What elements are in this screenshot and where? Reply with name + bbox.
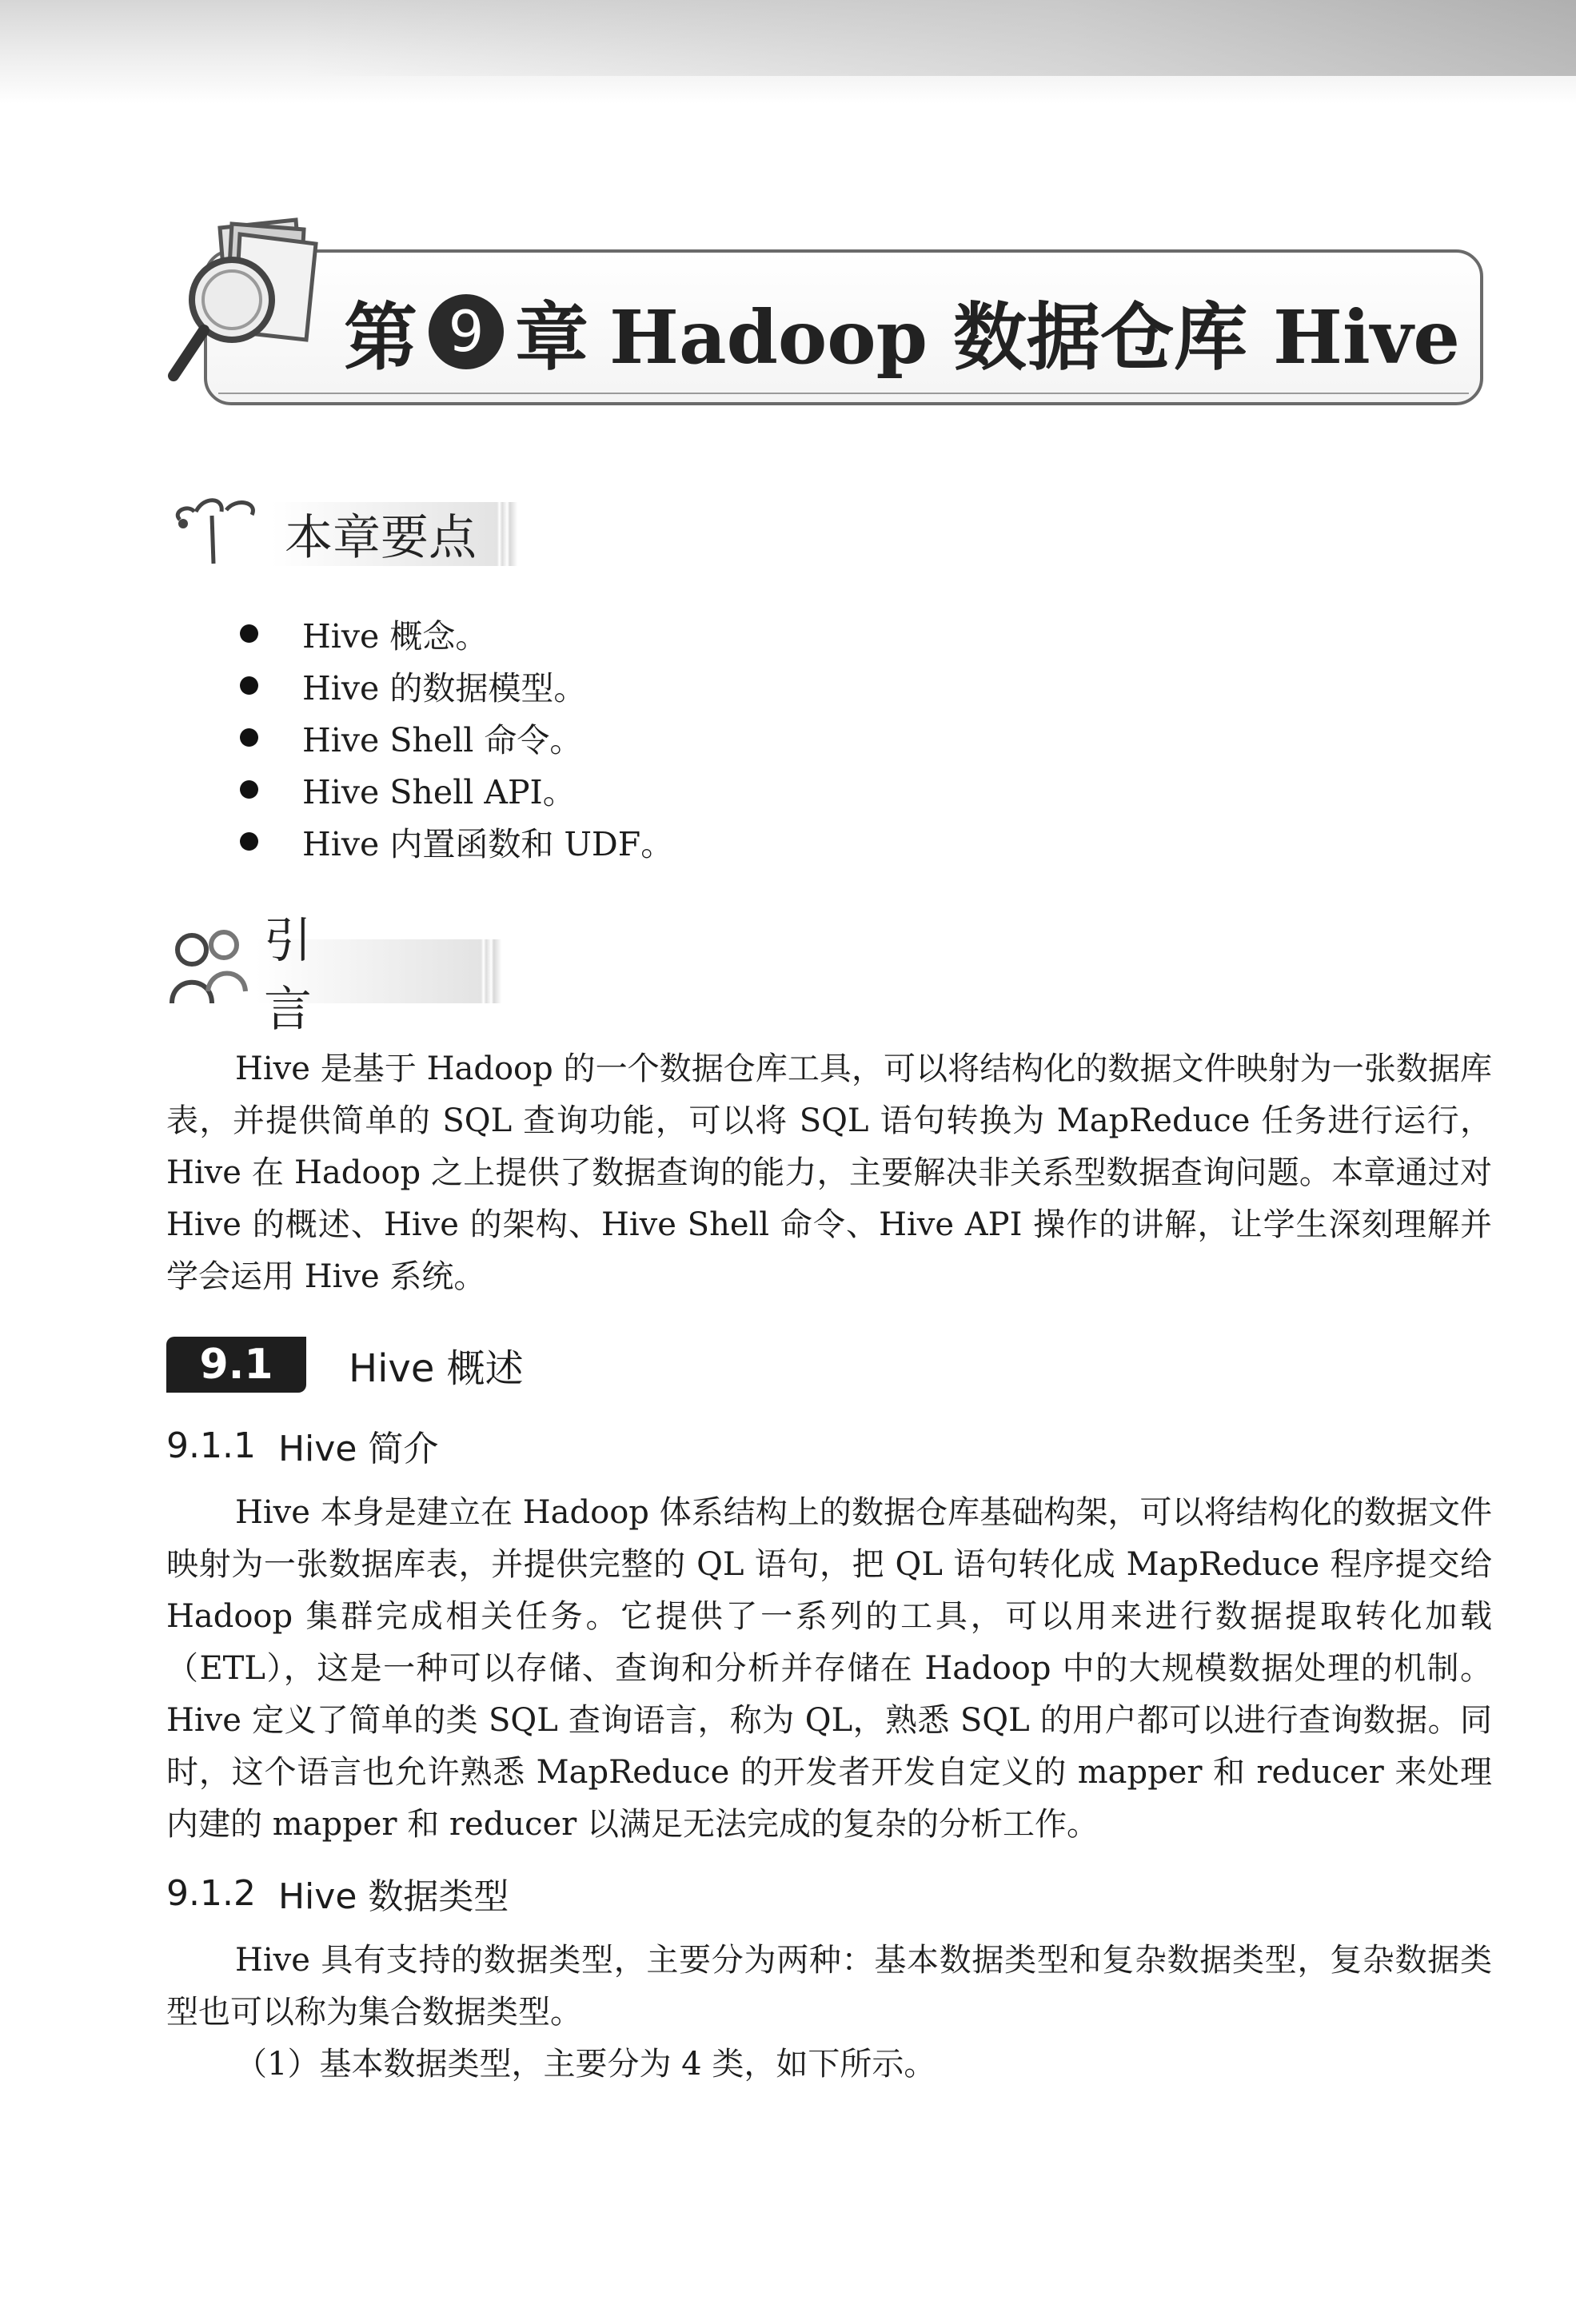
list-item-text: Hive Shell API。 — [302, 773, 576, 811]
chapter-title — [344, 276, 1460, 388]
list-item-text: Hive Shell 命令。 — [302, 721, 583, 759]
bullet-dot — [240, 676, 258, 695]
section-number-badge: 9.1 — [166, 1337, 306, 1393]
chapter-suffix: 章 — [515, 294, 589, 381]
subsection-number: 9.1.2 — [166, 1872, 256, 1914]
bullet-dot — [240, 728, 258, 747]
page-top-shading — [0, 0, 1576, 104]
magnifier-icon — [164, 212, 340, 392]
leaves-icon — [164, 488, 272, 568]
subsection-heading — [166, 1867, 509, 1919]
list-item-text: Hive 的数据模型。 — [302, 669, 587, 708]
list-item-text: Hive 概念。 — [302, 617, 489, 656]
data-types-item-1: （1）基本数据类型，主要分为 4 类，如下所示。 — [235, 2046, 936, 2083]
subsection-title: Hive 简介 — [277, 1429, 439, 1469]
key-points-heading-text: 本章要点 — [285, 510, 477, 566]
banner-underline — [218, 393, 1469, 394]
data-types-paragraph: Hive 具有支持的数据类型，主要分为两种：基本数据类型和复杂数据类型，复杂数据类型也可以称为集合数据类型。 — [166, 1942, 1492, 2031]
hive-intro-paragraph: Hive 本身是建立在 Hadoop 体系结构上的数据仓库基础构架，可以将结构化的数据文件映射为一张数据库表，并提供完整的 QL 语句，把 QL 语句转化成 MapReduce 程序提交给 Hadoop 集群完成相关任务。它提供了一系列的工具，可以用来进行数据提取转化加载（ETL），这是一种可以存储、查询和分析并存储在 Hadoop 中的大规模数据处理的机制。Hive 定义了简单的类 SQL 查询语言，称为 QL，熟悉 SQL 的用户都可以进行查询数据。同时，这个语言也允许熟悉 MapReduce 的开发者开发自定义的 mapper 和 reducer 来处理内建的 mapper 和 reducer 以满足无法完成的复杂的分析工作。 — [166, 1494, 1492, 1843]
list-item — [240, 815, 673, 867]
bullet-dot — [240, 624, 258, 643]
bullet-dot — [240, 780, 258, 799]
introduction-paragraph: Hive 是基于 Hadoop 的一个数据仓库工具，可以将结构化的数据文件映射为一张数据库表，并提供简单的 SQL 查询功能，可以将 SQL 语句转换为 MapReduce 任务进行运行，Hive 在 Hadoop 之上提供了数据查询的能力，主要解决非关系型数据查询问题。本章通过对 Hive 的概述、Hive 的架构、Hive Shell 命令、Hive API 操作的讲解，让学生深刻理解并学会运用 Hive 系统。 — [166, 1050, 1492, 1295]
chapter-name: Hadoop 数据仓库 Hive — [609, 294, 1460, 381]
list-item — [240, 660, 673, 712]
subsection-title: Hive 数据类型 — [277, 1876, 509, 1917]
list-item — [240, 763, 673, 815]
section-title: Hive 概述 — [349, 1345, 524, 1391]
key-points-list — [240, 608, 673, 867]
introduction-heading — [256, 913, 512, 1038]
key-points-heading — [272, 502, 528, 566]
chapter-number-badge: 9 — [429, 294, 504, 369]
list-item-text: Hive 内置函数和 UDF。 — [302, 825, 674, 863]
bullet-dot — [240, 832, 258, 851]
subsection-heading — [166, 1419, 438, 1472]
list-item — [240, 608, 673, 660]
list-item — [240, 712, 673, 763]
chapter-prefix: 第 — [344, 294, 418, 381]
subsection-number: 9.1.1 — [166, 1425, 256, 1466]
people-icon — [164, 927, 252, 1011]
introduction-heading-text: 引言 — [264, 913, 432, 1038]
